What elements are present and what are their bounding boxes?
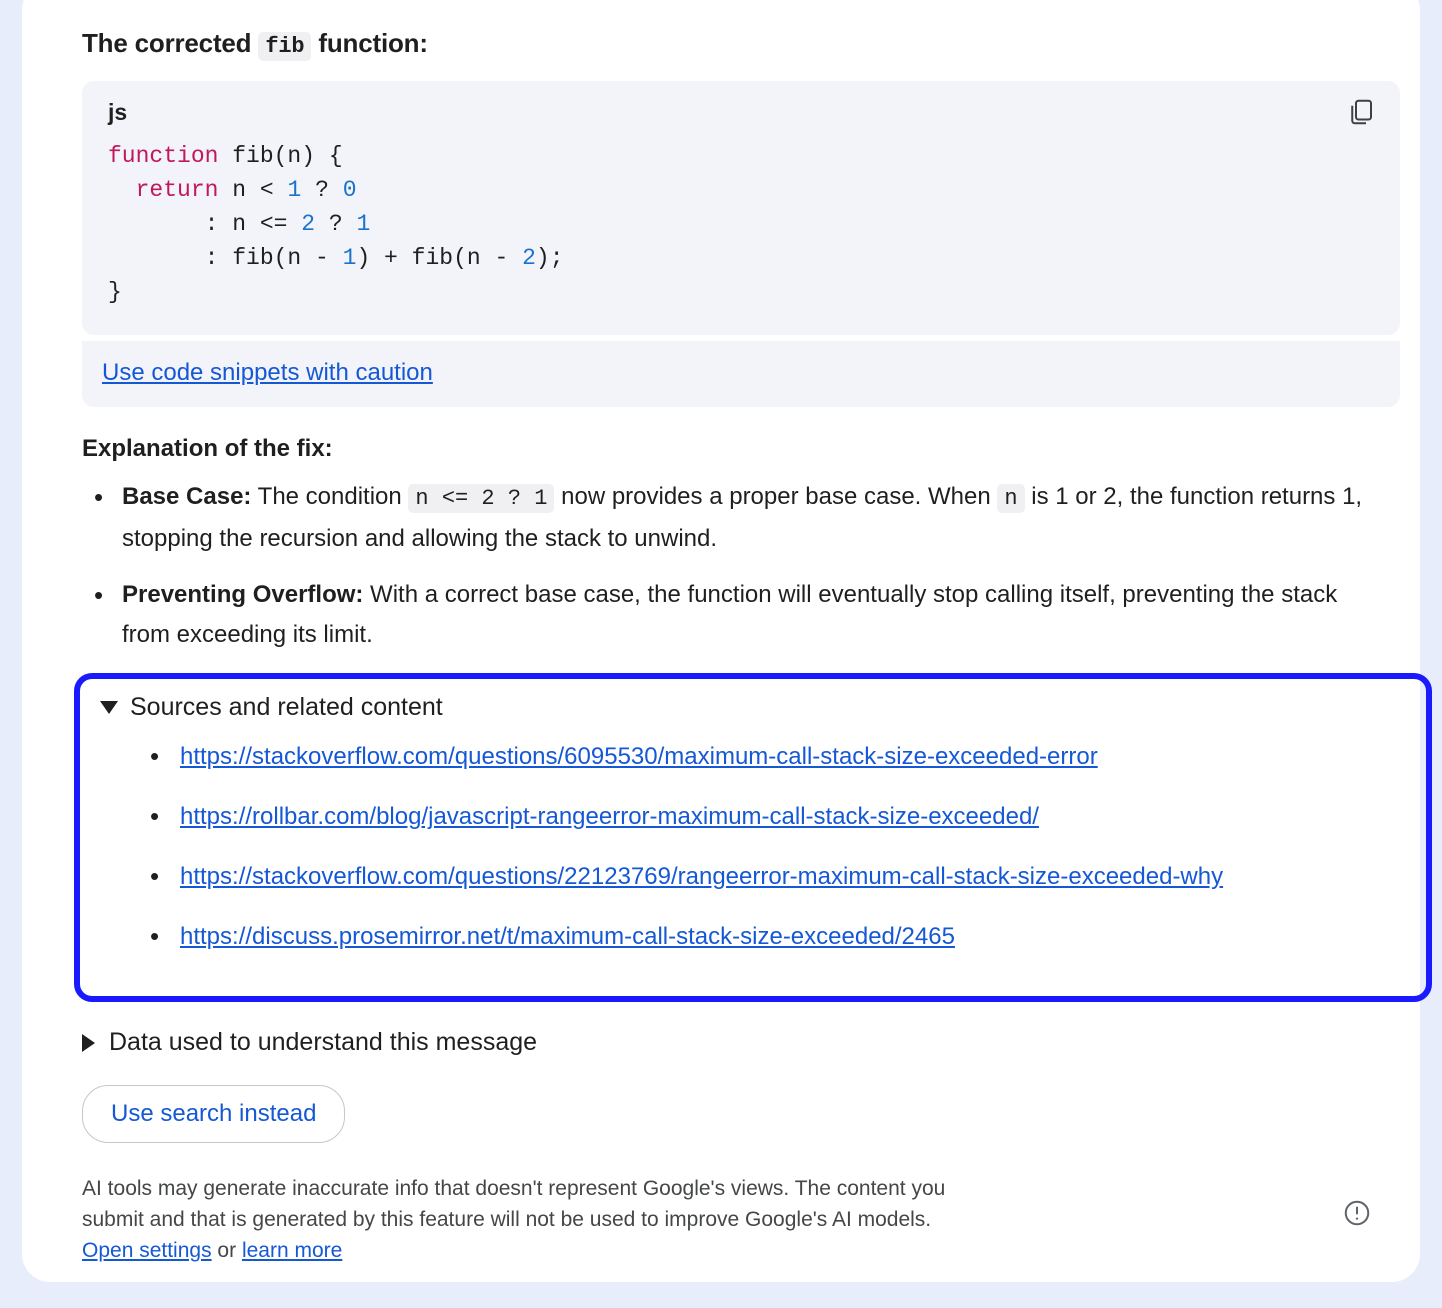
data-used-toggle[interactable]: [82, 1028, 1382, 1057]
page-title-suffix: function:: [311, 28, 428, 58]
sources-title: Sources and related content: [130, 693, 443, 721]
code-line: return n < 1 ? 0: [135, 177, 357, 203]
list-item: [180, 914, 1426, 962]
code-caution-link[interactable]: Use code snippets with caution: [102, 359, 433, 386]
learn-more-link[interactable]: learn more: [241, 1239, 343, 1262]
code-caution-bar: [82, 341, 1400, 407]
code-line: function fib(n) {: [108, 143, 343, 169]
inline-code-fib: fib: [258, 32, 311, 61]
list-item: [122, 575, 1382, 655]
explanation-item-label: Base Case:: [122, 483, 252, 510]
disclaimer-or: or: [211, 1239, 242, 1262]
source-link[interactable]: https://rollbar.com/blog/javascript-rangeerror-maximum-call-stack-size-exceeded/: [180, 803, 1039, 830]
explanation-title: Explanation of the fix:: [82, 435, 333, 462]
code-line: }: [108, 279, 122, 305]
explanation-item-text1: With a correct base case, the function will eventually stop calling itself, preventing the stack from exceeding its limit.: [122, 581, 1338, 648]
chevron-right-icon: [82, 1034, 95, 1052]
code-line: : n <= 2 ? 1: [108, 211, 371, 237]
inline-code-basecase: n <= 2 ? 1: [408, 484, 554, 513]
inline-code-n: n: [997, 484, 1024, 513]
code-block: [82, 81, 1400, 335]
code-content: [82, 131, 1400, 335]
list-item: [122, 477, 1382, 559]
sources-section: [74, 673, 1432, 1002]
chevron-down-icon: [100, 701, 118, 714]
list-item: [180, 794, 1426, 842]
copy-icon[interactable]: [1346, 97, 1376, 127]
sources-toggle[interactable]: [100, 693, 1426, 722]
ai-answer-card: [22, 0, 1420, 1282]
explanation-item-text3: is 1 or 2, the function returns 1, stopping the recursion and allowing the stack to unwind.: [122, 483, 1363, 552]
disclaimer-line-2: submit and that is generated by this feature will not be used to improve Google's AI models.: [82, 1208, 932, 1231]
explanation-item-text2: now provides a proper base case. When: [554, 483, 998, 510]
list-item: [180, 734, 1426, 782]
data-used-label: Data used to understand this message: [109, 1028, 538, 1056]
page-title: [82, 28, 1382, 59]
code-line: : fib(n - 1) + fib(n - 2);: [108, 245, 564, 271]
open-settings-link[interactable]: Open settings: [82, 1239, 212, 1262]
source-link[interactable]: https://stackoverflow.com/questions/22123769/rangeerror-maximum-call-stack-size-exceeded-why: [180, 863, 1224, 890]
source-link[interactable]: https://stackoverflow.com/questions/6095530/maximum-call-stack-size-exceeded-error: [180, 743, 1098, 770]
code-language-label: js: [108, 98, 128, 125]
explanation-item-text1: The condition: [251, 483, 409, 510]
source-link[interactable]: https://discuss.prosemirror.net/t/maximum-call-stack-size-exceeded/2465: [180, 923, 955, 950]
disclaimer-line-1: AI tools may generate inaccurate info that doesn't represent Google's views. The content you: [82, 1177, 946, 1200]
page-title-prefix: The corrected: [82, 28, 259, 58]
list-item: [180, 854, 1426, 902]
explanation-item-label: Preventing Overflow:: [122, 581, 364, 608]
explanation-list: [60, 477, 1382, 655]
use-search-instead-button[interactable]: Use search instead: [82, 1085, 345, 1143]
info-icon[interactable]: [1342, 1198, 1372, 1228]
code-block-header: [82, 81, 1400, 131]
sources-list: [80, 734, 1426, 962]
disclaimer: [82, 1173, 1282, 1266]
